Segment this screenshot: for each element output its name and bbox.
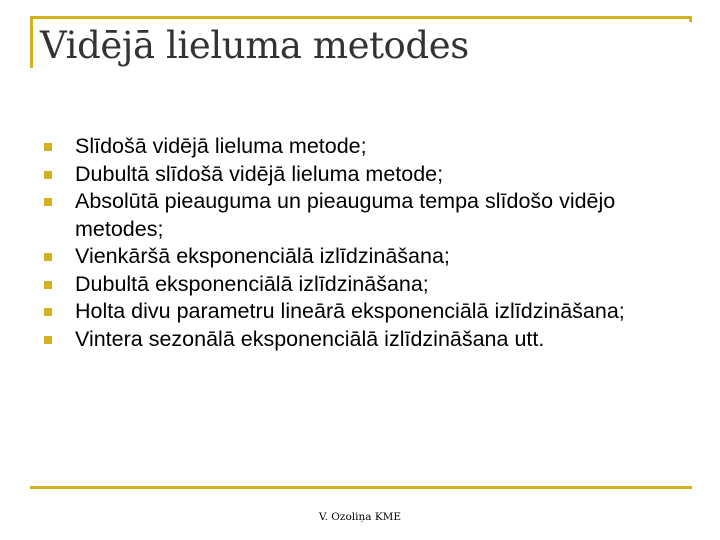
square-bullet-icon: [44, 336, 52, 344]
square-bullet-icon: [44, 281, 52, 289]
bullet-item: [40, 161, 680, 189]
square-bullet-icon: [44, 308, 52, 316]
bullet-text: Dubultā eksponenciālā izlīdzināšana;: [75, 271, 429, 296]
right-frame-tick: [689, 16, 692, 22]
top-frame-line: [30, 16, 692, 19]
left-frame-line: [30, 16, 33, 68]
bullet-item: [40, 326, 680, 354]
bullet-item: [40, 298, 680, 326]
bullet-item: [40, 188, 680, 243]
bullet-text: Vienkāršā eksponenciālā izlīdzināšana;: [75, 244, 450, 268]
footer-author: V. Ozoliņa KME: [318, 511, 402, 523]
bullet-text: Absolūtā pieauguma un pieauguma tempa slīdošo vidējo metodes;: [75, 189, 616, 241]
bullet-item: [40, 271, 680, 299]
bullet-item: [40, 243, 680, 271]
bullet-text: Holta divu parametru lineārā eksponenciālā izlīdzināšana;: [75, 299, 625, 323]
bullet-text: Dubultā slīdošā vidējā lieluma metode;: [75, 161, 444, 186]
footer-line: [30, 486, 692, 489]
square-bullet-icon: [44, 143, 52, 151]
bullet-text: Vintera sezonālā eksponenciālā izlīdzināšana utt.: [75, 326, 545, 351]
square-bullet-icon: [44, 171, 52, 179]
slide-title: Vidējā lieluma metodes: [40, 24, 469, 67]
bullet-text: Slīdošā vidējā lieluma metode;: [75, 134, 367, 158]
bullet-list: [40, 133, 680, 353]
square-bullet-icon: [44, 253, 52, 261]
square-bullet-icon: [44, 198, 52, 206]
bullet-item: [40, 133, 680, 161]
